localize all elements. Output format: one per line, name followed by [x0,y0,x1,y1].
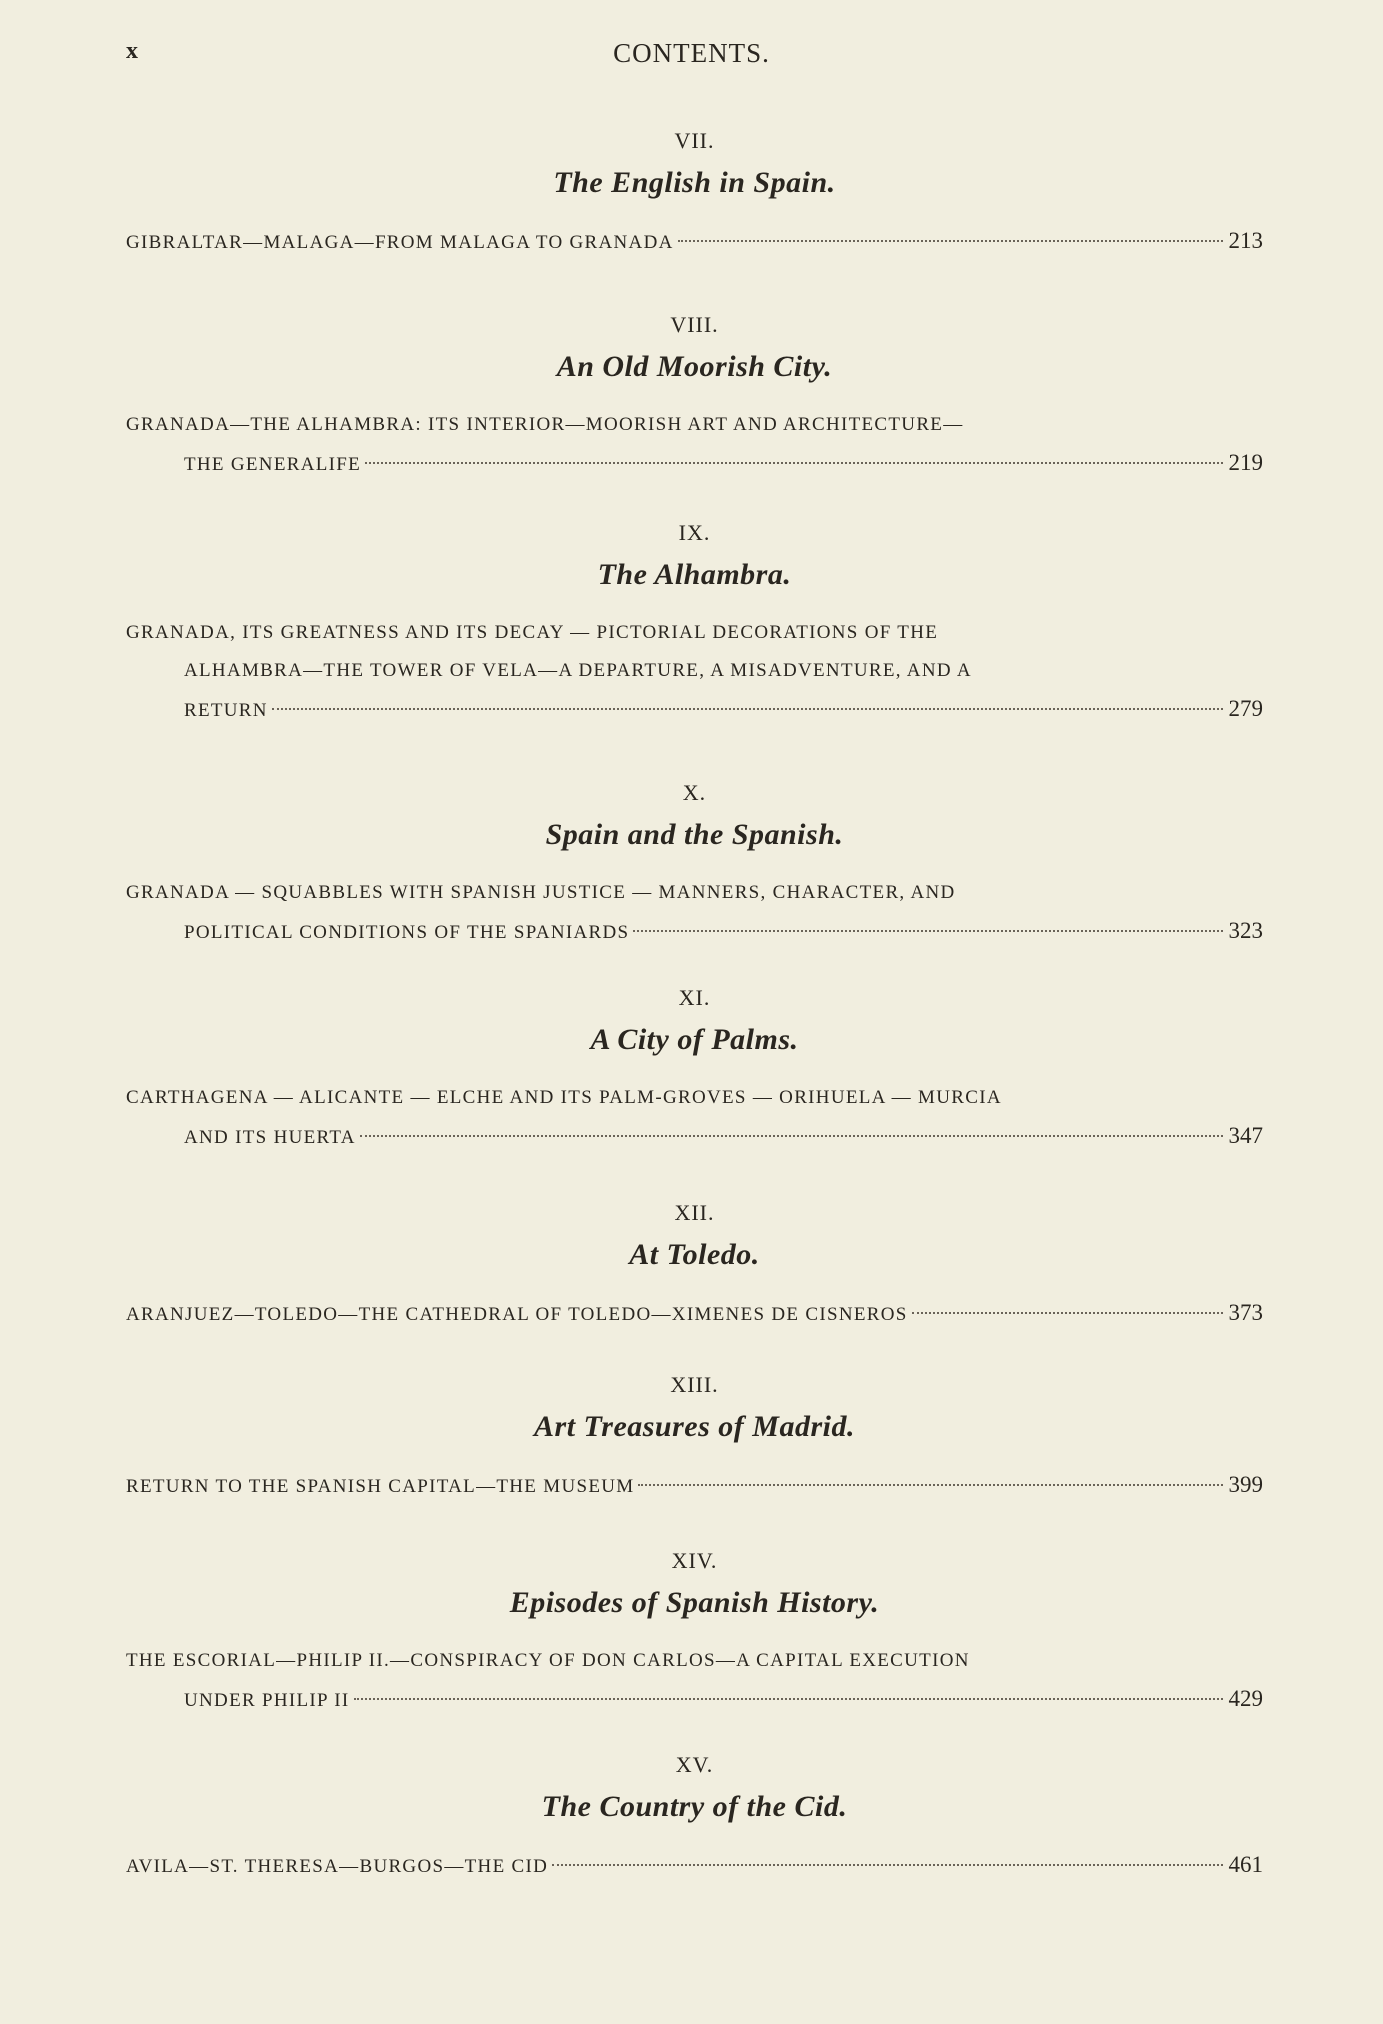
summary-line [126,1466,1263,1504]
chapter-number: XV. [675,1752,714,1777]
summary-text: POLITICAL CONDITIONS OF THE SPANIARDS [184,922,630,943]
summary-text: UNDER PHILIP II [184,1690,350,1711]
chapter-entry [126,520,1263,728]
chapter-entry [126,1752,1263,1884]
summary-line [126,874,1263,912]
summary-text: THE ESCORIAL—PHILIP II.—CONSPIRACY OF DON CARLOS—A CAPITAL EXECUTION [126,1650,970,1671]
summary-text: AND ITS HUERTA [184,1127,356,1148]
chapter-summary [126,1846,1263,1884]
dot-leader [678,240,1223,242]
chapter-summary [126,1294,1263,1332]
chapter-number: X. [682,780,707,805]
summary-line [126,222,1263,260]
chapter-title: An Old Moorish City. [556,350,833,383]
dot-leader [552,1864,1222,1866]
dot-leader [360,1135,1223,1137]
chapter-number: XIV. [671,1548,718,1573]
chapter-summary [126,1466,1263,1504]
chapter-summary [126,874,1263,950]
dot-leader [638,1484,1222,1486]
summary-line [126,444,1263,482]
page-reference: 347 [1228,1123,1263,1148]
chapter-number: XI. [678,985,711,1010]
page-reference: 213 [1228,228,1263,253]
summary-text: RETURN TO THE SPANISH CAPITAL—THE MUSEUM [126,1476,635,1497]
page-reference: 399 [1228,1472,1263,1497]
chapter-number: VIII. [670,312,719,337]
chapter-entry [126,1200,1263,1332]
summary-line [126,690,1263,728]
dot-leader [272,708,1223,710]
page-reference: 461 [1228,1852,1263,1877]
summary-line [126,1117,1263,1155]
chapter-title: At Toledo. [629,1238,760,1271]
page-reference: 219 [1228,450,1263,475]
summary-text: GRANADA, ITS GREATNESS AND ITS DECAY — PICTORIAL DECORATIONS OF THE [126,622,939,643]
chapter-title: The Alhambra. [597,558,792,591]
page-reference: 323 [1228,918,1263,943]
chapter-entry [126,1548,1263,1718]
chapter-title: Art Treasures of Madrid. [534,1410,855,1443]
summary-text: THE GENERALIFE [184,454,362,475]
chapter-title: A City of Palms. [590,1023,799,1056]
chapter-summary [126,1079,1263,1155]
dot-leader [354,1698,1223,1700]
summary-line [126,652,1263,690]
chapter-summary [126,1642,1263,1718]
summary-line [126,1079,1263,1117]
chapter-title: The English in Spain. [553,166,836,199]
summary-line [126,1846,1263,1884]
chapter-number: IX. [678,520,711,545]
summary-line [126,912,1263,950]
summary-text: GRANADA—THE ALHAMBRA: ITS INTERIOR—MOORISH ART AND ARCHITECTURE— [126,414,964,435]
chapter-title: Spain and the Spanish. [545,818,844,851]
summary-line [126,1294,1263,1332]
summary-text: AVILA—ST. THERESA—BURGOS—THE CID [126,1856,549,1877]
dot-leader [912,1312,1223,1314]
summary-line [126,1642,1263,1680]
chapter-entry [126,128,1263,260]
chapter-entry [126,780,1263,950]
summary-text: CARTHAGENA — ALICANTE — ELCHE AND ITS PALM-GROVES — ORIHUELA — MURCIA [126,1087,1002,1108]
chapter-summary [126,406,1263,482]
page-header [126,38,1257,74]
chapter-entry [126,985,1263,1155]
chapter-number: VII. [674,128,715,153]
chapter-entry [126,312,1263,482]
running-title: CONTENTS. [613,38,770,68]
chapter-summary [126,222,1263,260]
summary-line [126,1680,1263,1718]
chapter-summary [126,614,1263,728]
dot-leader [365,462,1222,464]
summary-text: ARANJUEZ—TOLEDO—THE CATHEDRAL OF TOLEDO—XIMENES DE CISNEROS [126,1304,908,1325]
chapter-number: XIII. [670,1372,719,1397]
page-reference: 373 [1228,1300,1263,1325]
page-number: x [126,38,138,64]
chapter-entry [126,1372,1263,1504]
page-reference: 279 [1228,696,1263,721]
chapter-title: Episodes of Spanish History. [509,1586,880,1619]
summary-line [126,406,1263,444]
page-reference: 429 [1228,1686,1263,1711]
dot-leader [633,930,1222,932]
summary-text: GRANADA — SQUABBLES WITH SPANISH JUSTICE — MANNERS, CHARACTER, AND [126,882,956,903]
chapter-title: The Country of the Cid. [541,1790,848,1823]
summary-line [126,614,1263,652]
chapter-number: XII. [674,1200,715,1225]
summary-text: RETURN [184,700,268,721]
summary-text: GIBRALTAR—MALAGA—FROM MALAGA TO GRANADA [126,232,674,253]
summary-text: ALHAMBRA—THE TOWER OF VELA—A DEPARTURE, A MISADVENTURE, AND A [184,660,972,681]
